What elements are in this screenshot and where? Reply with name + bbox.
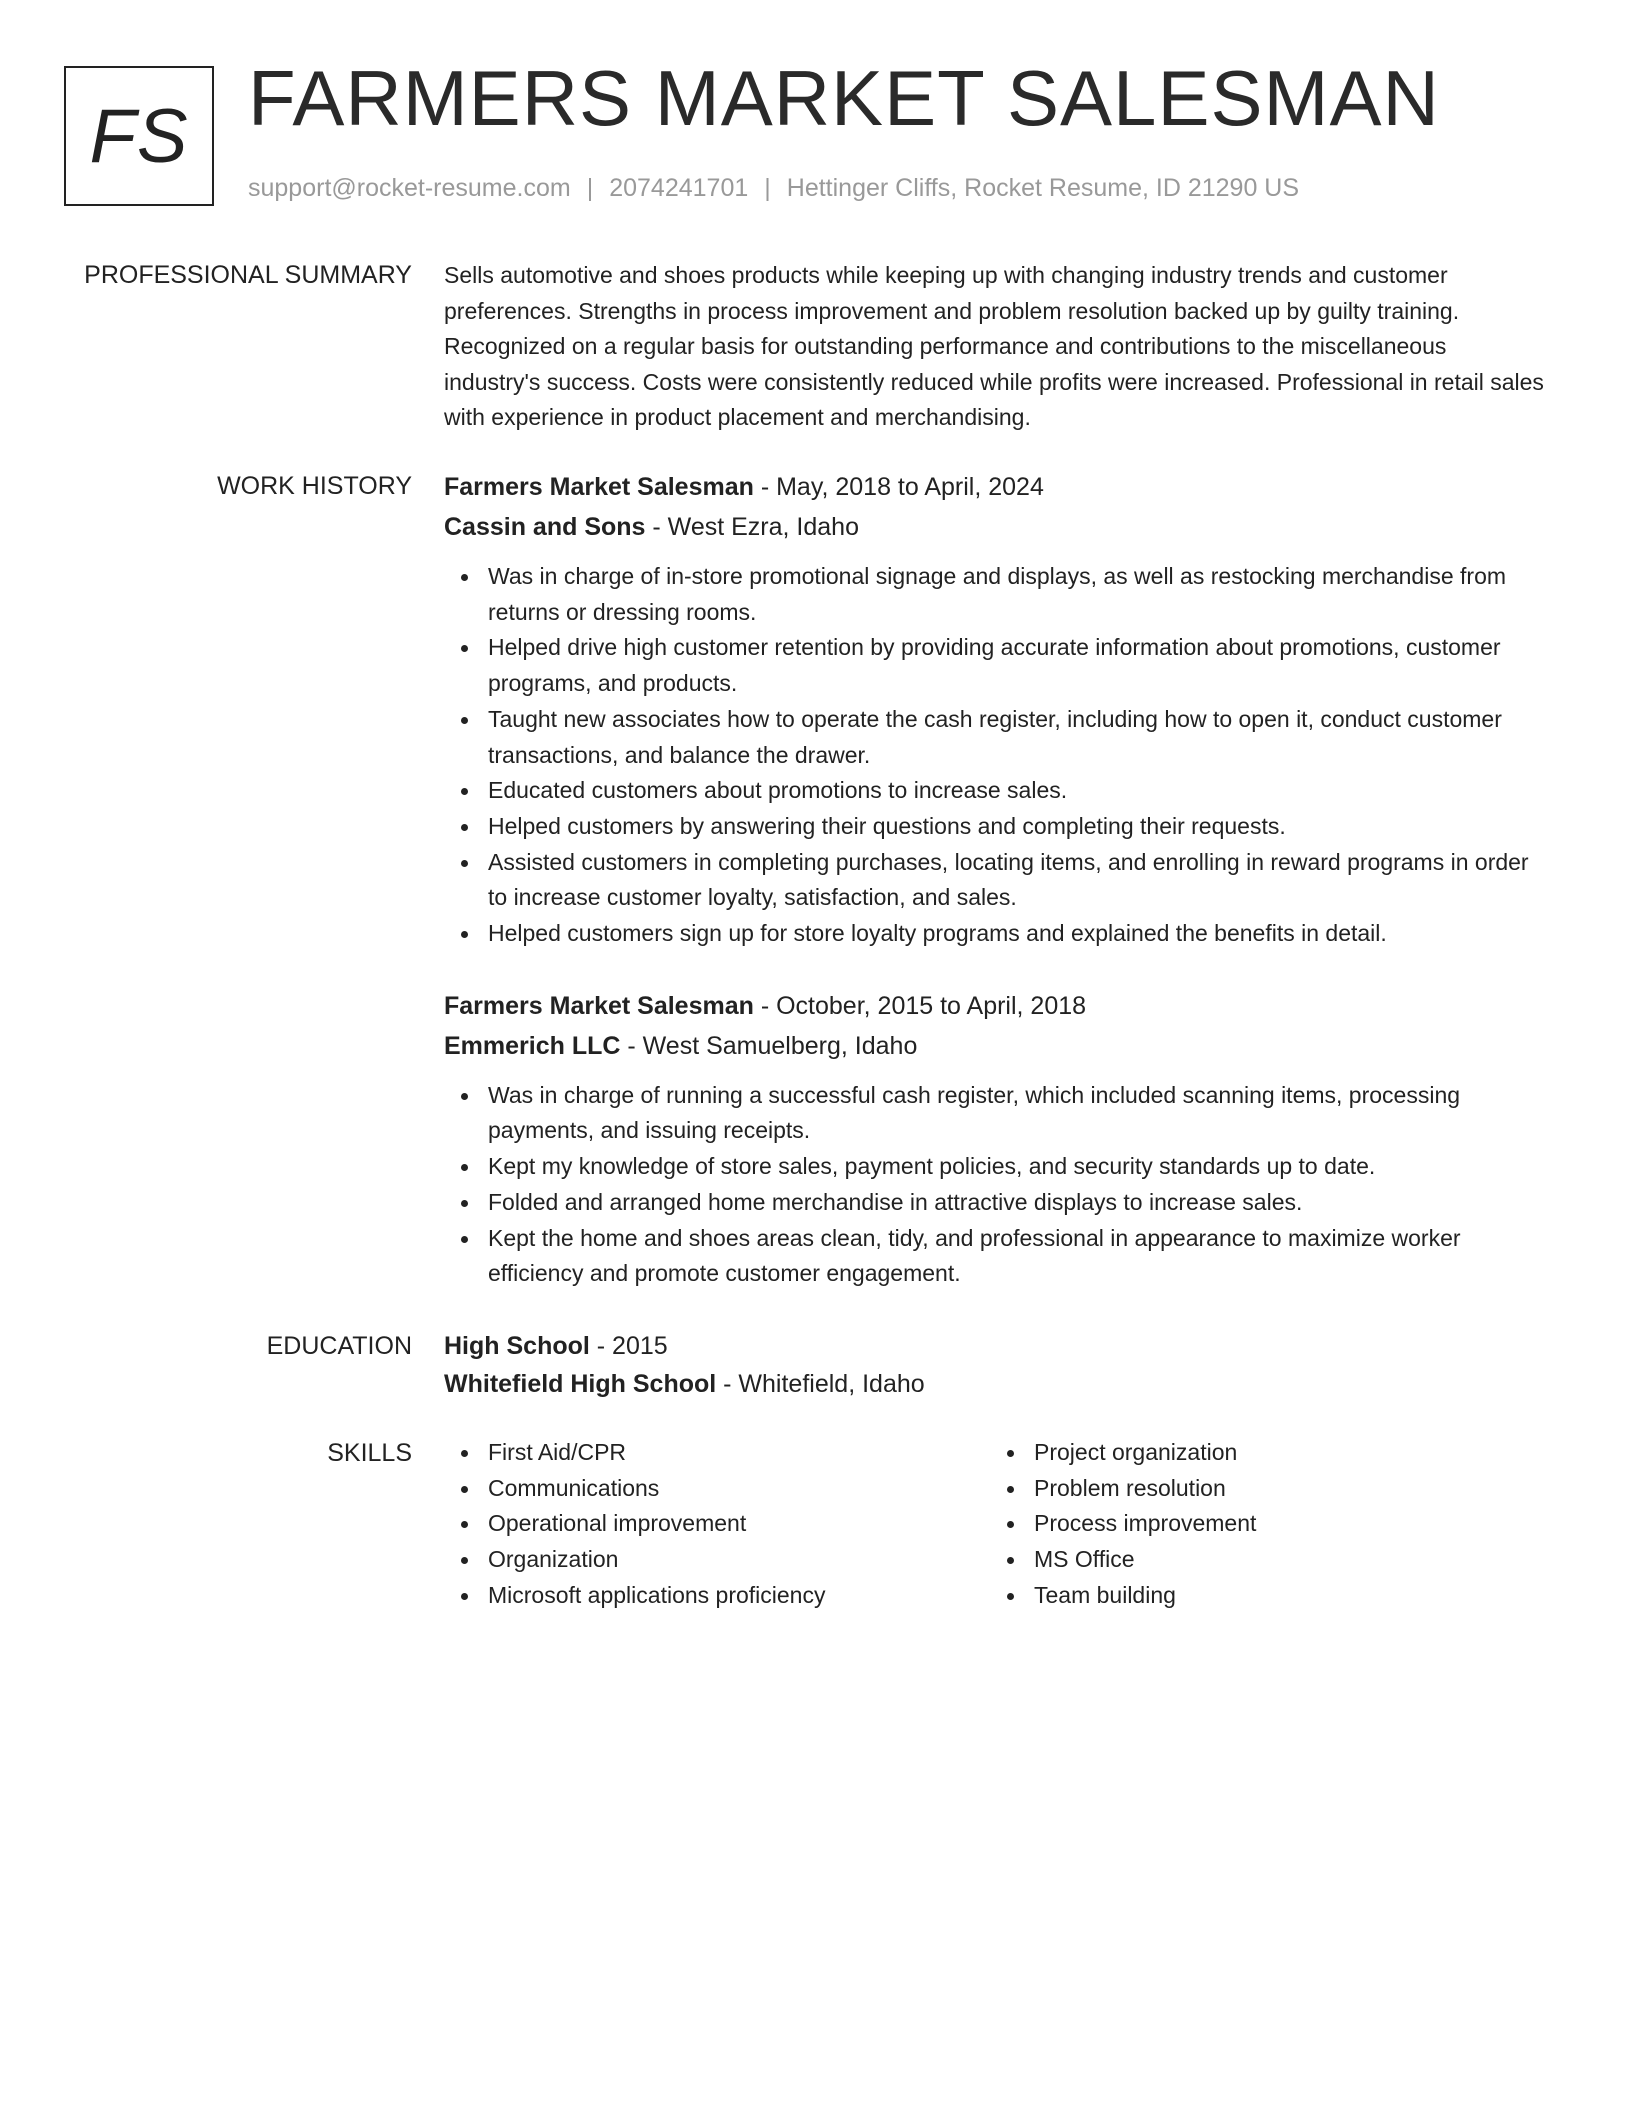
job-dates: - May, 2018 to April, 2024 — [753, 473, 1044, 501]
skills-grid — [444, 1435, 1544, 1614]
job-location: - West Ezra, Idaho — [645, 513, 859, 541]
skills-column-2 — [990, 1435, 1536, 1614]
job-entry — [444, 986, 1544, 1292]
list-item: Microsoft applications proficiency — [488, 1578, 990, 1614]
summary-heading: PROFESSIONAL SUMMARY — [84, 261, 412, 289]
contact-line — [248, 174, 1299, 203]
list-item: MS Office — [1034, 1542, 1536, 1578]
list-item: Kept my knowledge of store sales, payment policies, and security standards up to date. — [488, 1149, 1544, 1185]
list-item: Kept the home and shoes areas clean, tidy, and professional in appearance to maximize worker efficiency and promote customer engagement. — [488, 1221, 1544, 1292]
summary-text: Sells automotive and shoes products while keeping up with changing industry trends and customer preferences. Strengths in process improvement and problem resolution backed up by guilty training. Recognized on a regular basis for outstanding performance and contributions to the miscellaneous industry's success. Costs were consistently reduced while profits were increased. Professional in retail sales with experience in product placement and merchandising. — [444, 262, 1544, 430]
list-item: Project organization — [1034, 1435, 1536, 1471]
education-degree-line — [444, 1327, 1544, 1365]
contact-separator: | — [764, 174, 771, 202]
education-school: Whitefield High School — [444, 1370, 717, 1398]
job-title: Farmers Market Salesman — [444, 991, 754, 1020]
contact-separator: | — [586, 174, 594, 202]
job-bullets — [444, 559, 1544, 952]
list-item: Was in charge of running a successful cash register, which included scanning items, processing payments, and issuing receipts. — [488, 1078, 1544, 1149]
list-item: First Aid/CPR — [488, 1435, 990, 1471]
list-item: Folded and arranged home merchandise in attractive displays to increase sales. — [488, 1185, 1544, 1221]
list-item: Taught new associates how to operate the cash register, including how to open it, conduct customer transactions, and balance the drawer. — [488, 702, 1544, 773]
work-history-list — [444, 467, 1544, 1326]
job-title-line — [444, 986, 1544, 1026]
contact-address: Hettinger Cliffs, Rocket Resume, ID 21290 US — [786, 174, 1300, 202]
list-item: Educated customers about promotions to increase sales. — [488, 773, 1544, 809]
education-location: - Whitefield, Idaho — [716, 1370, 925, 1398]
job-company-line — [444, 1026, 1544, 1066]
list-item: Helped customers by answering their questions and completing their requests. — [488, 809, 1544, 845]
skills-list — [990, 1435, 1536, 1614]
job-title: Farmers Market Salesman — [444, 473, 754, 501]
page-title: FARMERS MARKET SALESMAN — [248, 54, 1440, 142]
list-item: Assisted customers in completing purchases, locating items, and enrolling in reward programs in order to increase customer loyalty, satisfaction, and sales. — [488, 845, 1544, 916]
education-school-line — [444, 1365, 1544, 1403]
list-item: Organization — [488, 1542, 990, 1578]
list-item: Communications — [488, 1471, 990, 1507]
job-company: Cassin and Sons — [444, 513, 646, 541]
education-degree: High School — [444, 1332, 590, 1360]
skills-heading: SKILLS — [327, 1439, 412, 1467]
education-heading: EDUCATION — [266, 1332, 412, 1360]
list-item: Team building — [1034, 1578, 1536, 1614]
job-entry — [444, 467, 1544, 952]
monogram-logo: FS — [64, 66, 214, 206]
work-history-heading: WORK HISTORY — [217, 472, 412, 500]
contact-email: support@rocket-resume.com — [248, 174, 571, 202]
job-company-line — [444, 507, 1544, 547]
job-location: - West Samuelberg, Idaho — [620, 1031, 918, 1060]
job-dates: - October, 2015 to April, 2018 — [753, 991, 1087, 1020]
contact-phone: 2074241701 — [609, 174, 749, 202]
skills-list — [444, 1435, 990, 1614]
job-bullets — [444, 1078, 1544, 1292]
education-year: - 2015 — [589, 1332, 668, 1360]
list-item: Helped drive high customer retention by providing accurate information about promotions, customer programs, and products. — [488, 630, 1544, 701]
list-item: Was in charge of in-store promotional signage and displays, as well as restocking merchandise from returns or dressing rooms. — [488, 559, 1544, 630]
skills-column-1 — [444, 1435, 990, 1614]
job-title-line — [444, 467, 1544, 507]
list-item: Problem resolution — [1034, 1471, 1536, 1507]
job-company: Emmerich LLC — [444, 1031, 621, 1060]
list-item: Process improvement — [1034, 1506, 1536, 1542]
list-item: Operational improvement — [488, 1506, 990, 1542]
list-item: Helped customers sign up for store loyalty programs and explained the benefits in detail. — [488, 916, 1544, 952]
